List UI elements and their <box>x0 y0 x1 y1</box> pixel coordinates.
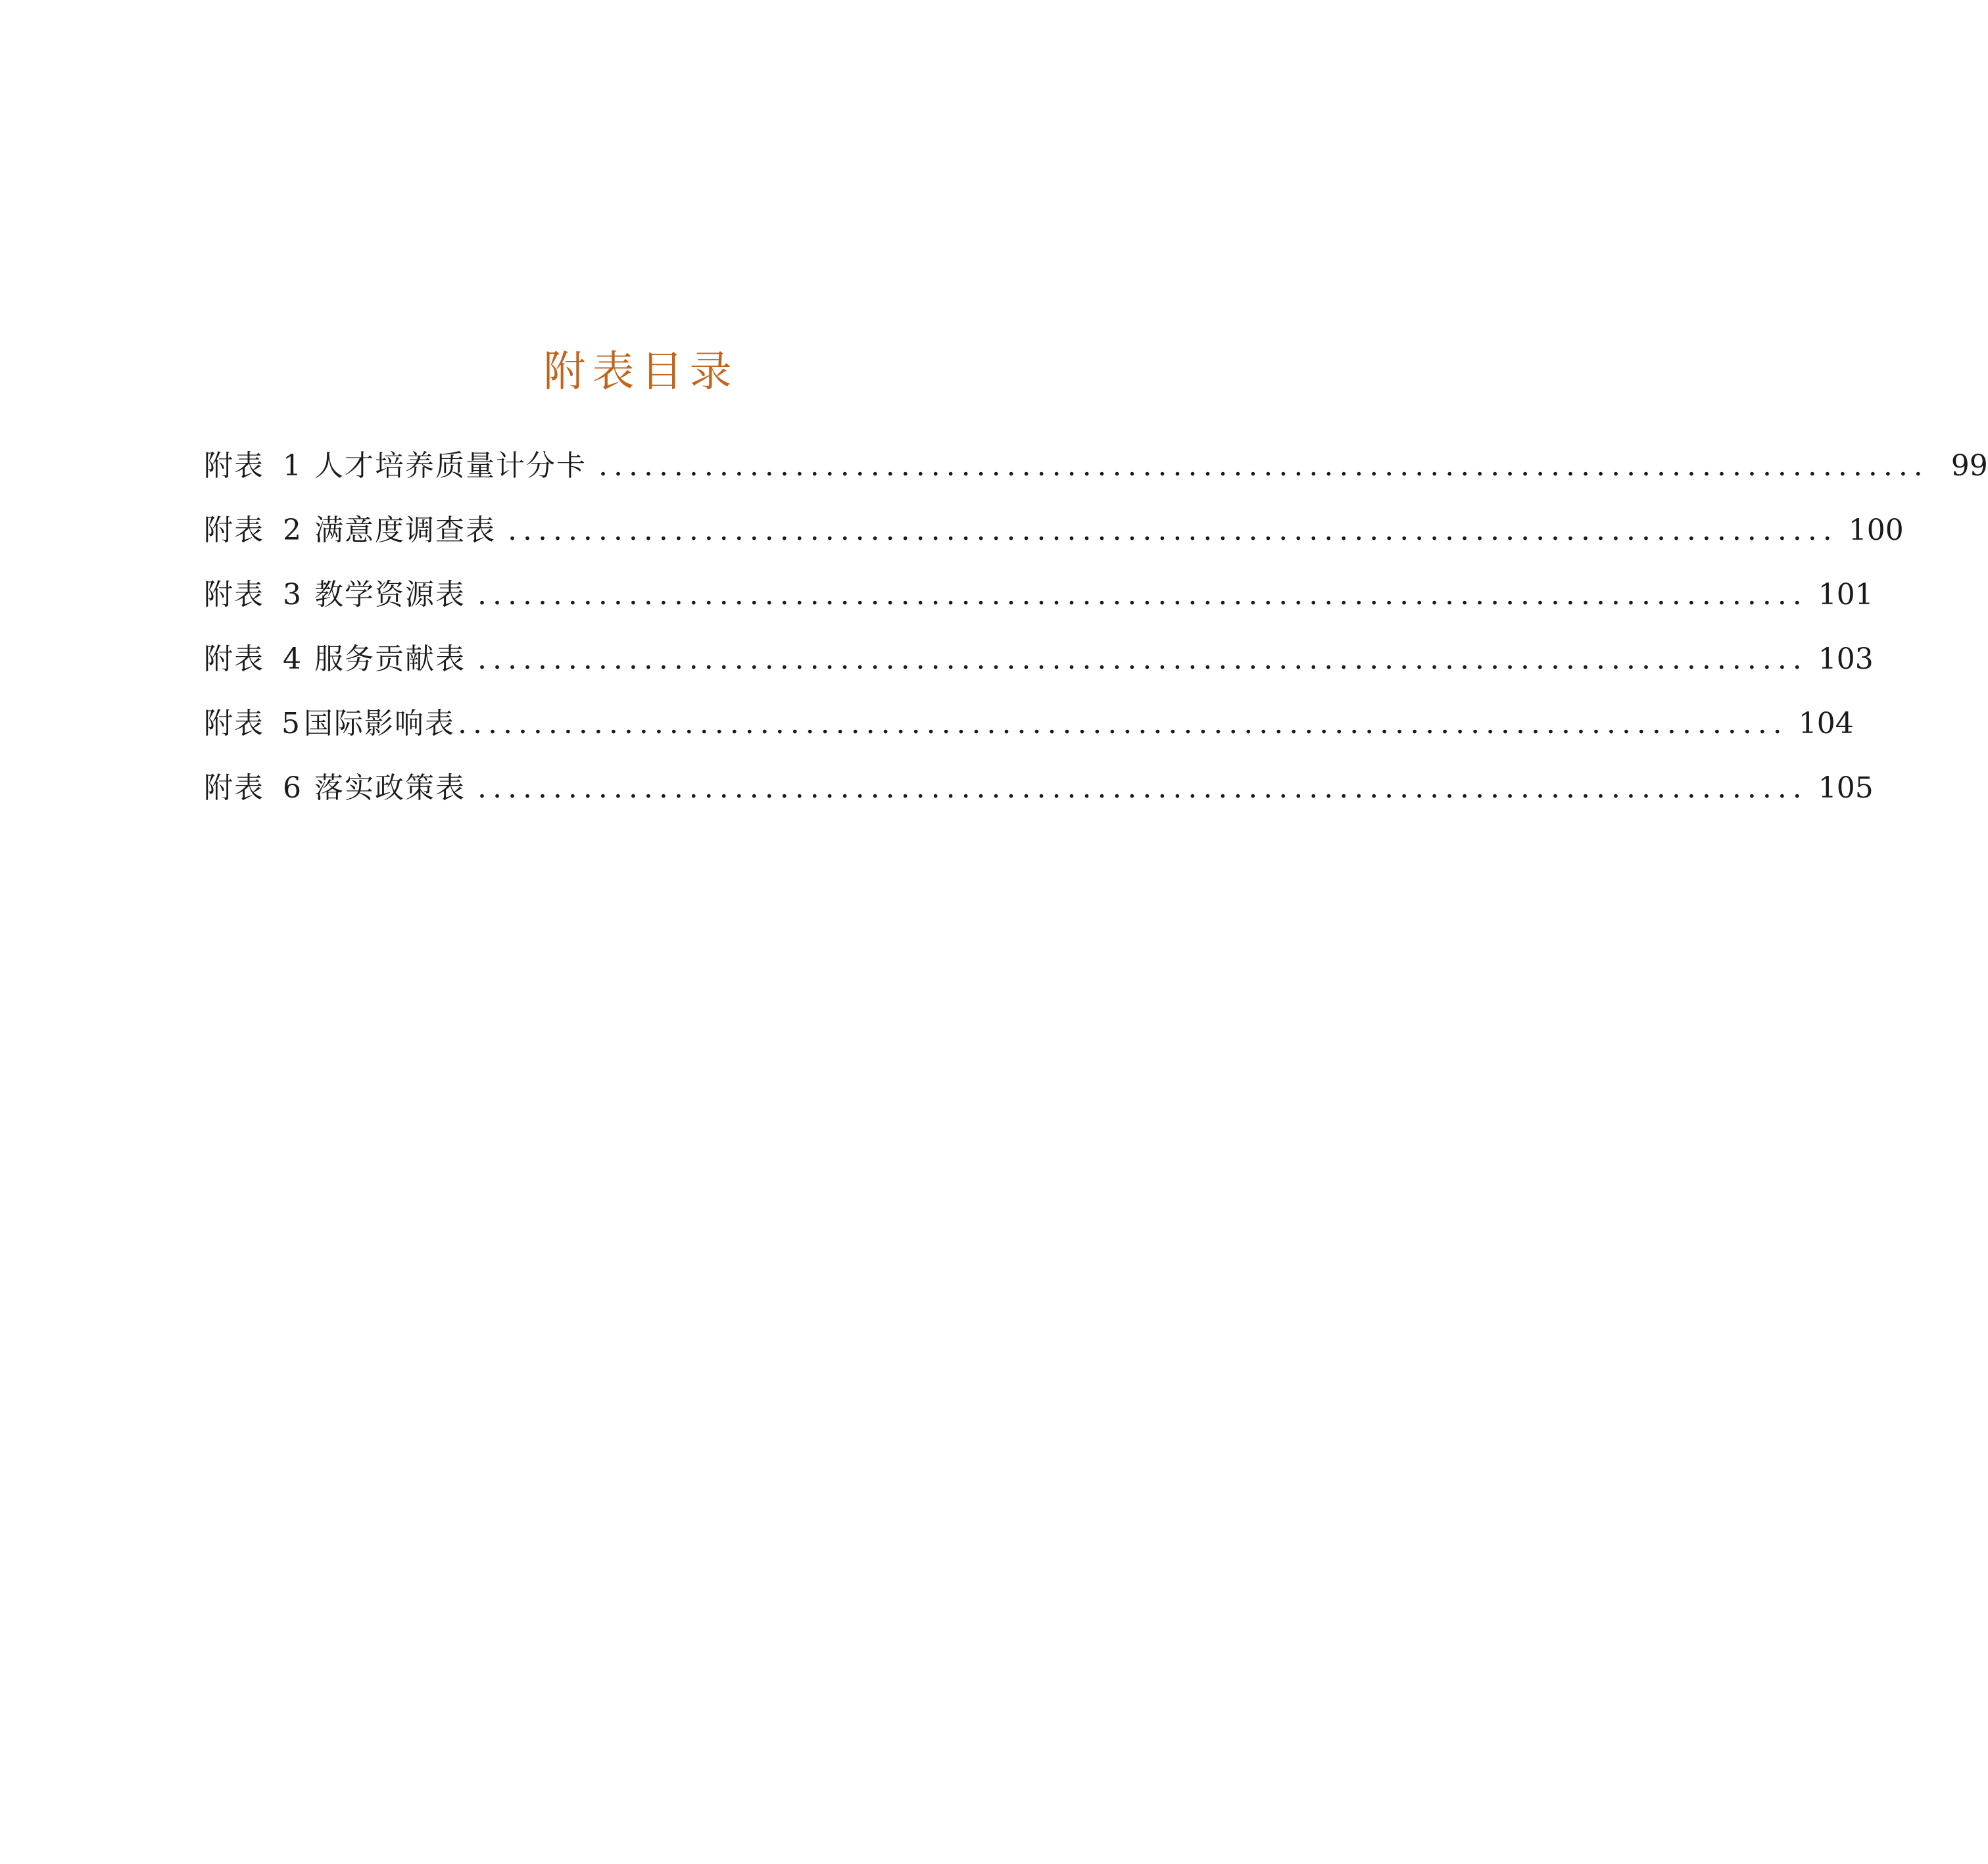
dot-leader: ........................................................................................ <box>477 578 1808 611</box>
entry-prefix: 附表 <box>204 514 264 547</box>
toc-entry[interactable] <box>204 627 1874 692</box>
entry-number: 4 <box>283 642 301 676</box>
dot-leader: ........................................................................................ <box>598 449 1929 483</box>
entry-page-number: 100 <box>1848 514 1904 547</box>
entry-page-number: 101 <box>1818 578 1874 611</box>
entry-number: 6 <box>283 771 301 805</box>
entry-title: 教学资源表 <box>314 578 466 611</box>
dot-leader: ........................................................................................ <box>477 642 1808 676</box>
entry-prefix: 附表 <box>204 642 264 676</box>
entry-prefix: 附表 <box>204 771 264 805</box>
entry-number: 5 <box>281 707 300 740</box>
entry-prefix: 附表 <box>204 707 264 740</box>
entry-title: 满意度调查表 <box>314 514 496 547</box>
toc-entry[interactable] <box>204 756 1874 821</box>
dot-leader: ........................................................................................ <box>477 771 1808 805</box>
entry-number: 1 <box>283 449 301 483</box>
entry-title: 落实政策表 <box>314 771 466 805</box>
entry-number: 2 <box>283 514 301 547</box>
entry-title: 国际影响表 <box>304 707 455 740</box>
entry-title: 服务贡献表 <box>314 642 466 676</box>
dot-leader: ........................................................................................ <box>508 514 1838 547</box>
entry-page-number: 99 <box>1951 449 1988 483</box>
entry-page-number: 105 <box>1818 771 1874 805</box>
entry-title: 人才培养质量计分卡 <box>314 449 587 483</box>
toc-entry[interactable] <box>204 692 1854 756</box>
entry-page-number: 104 <box>1798 707 1854 740</box>
entry-page-number: 103 <box>1818 642 1874 676</box>
entry-prefix: 附表 <box>204 449 264 483</box>
toc-entry[interactable] <box>204 498 1904 563</box>
toc-entry[interactable] <box>204 434 1988 498</box>
entry-number: 3 <box>283 578 301 611</box>
toc-list <box>204 434 1988 821</box>
page-title: 附表目录 <box>543 347 739 396</box>
entry-prefix: 附表 <box>204 578 264 611</box>
toc-entry[interactable] <box>204 563 1874 627</box>
dot-leader: ........................................................................................ <box>458 707 1788 740</box>
